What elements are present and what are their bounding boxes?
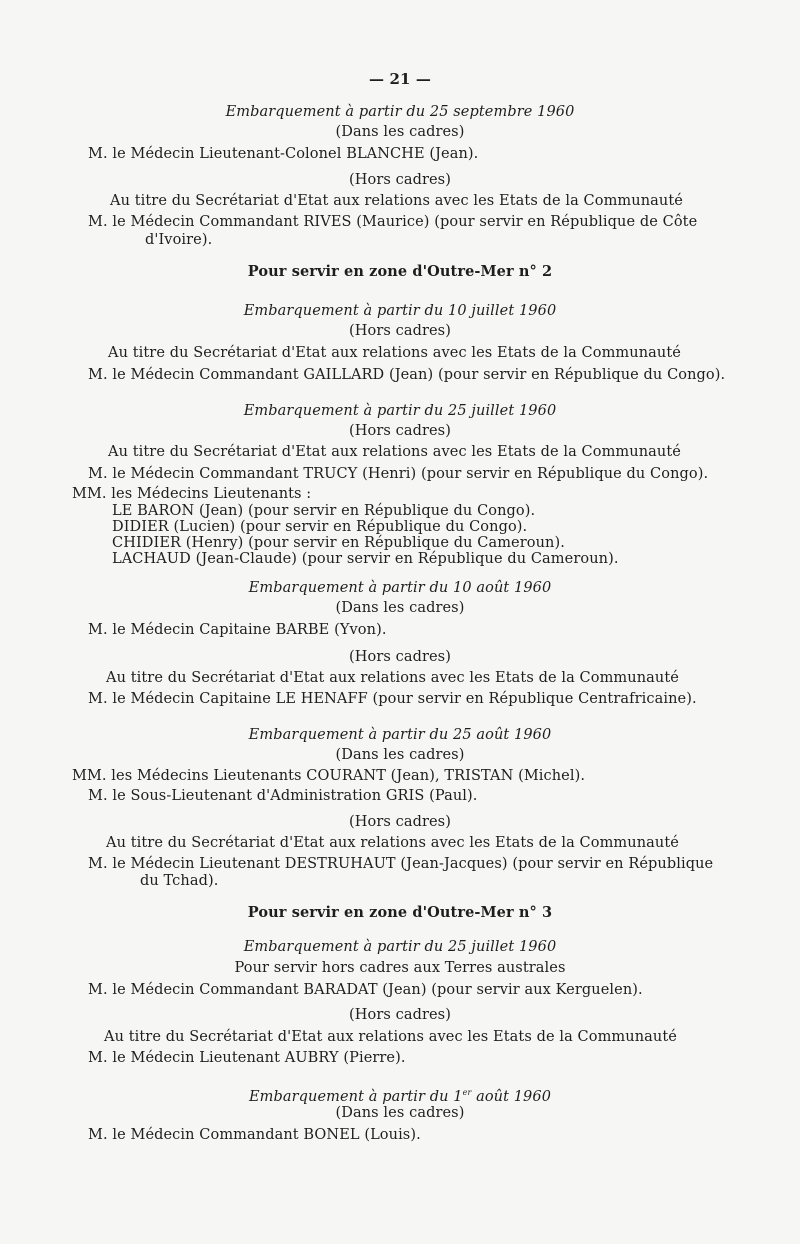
text-line: M. le Médecin Lieutenant DESTRUHAUT (Jean-Jacques) (pour servir en République	[88, 856, 714, 872]
section-heading: Embarquement à partir du 25 juillet 1960	[243, 403, 557, 419]
subheading: (Hors cadres)	[349, 323, 451, 339]
heading-text: août 1960	[471, 1088, 552, 1105]
section-heading: Embarquement à partir du 10 août 1960	[248, 580, 552, 596]
heading-text: Embarquement à partir du 1	[248, 1088, 463, 1105]
text-line: M. le Médecin Commandant BARADAT (Jean) (pour servir aux Kerguelen).	[88, 982, 643, 998]
text-line: DIDIER (Lucien) (pour servir en République du Congo).	[112, 519, 528, 535]
page-number: — 21 —	[369, 70, 431, 88]
section-heading: Embarquement à partir du 25 juillet 1960	[243, 939, 557, 955]
section-heading: Embarquement à partir du 25 août 1960	[248, 727, 552, 743]
subheading: (Hors cadres)	[349, 649, 451, 665]
text-line: CHIDIER (Henry) (pour servir en République du Cameroun).	[112, 535, 565, 551]
subheading: (Hors cadres)	[349, 172, 451, 188]
text-line: MM. les Médecins Lieutenants COURANT (Jean), TRISTAN (Michel).	[72, 768, 586, 784]
text-line: M. le Médecin Commandant TRUCY (Henri) (pour servir en République du Congo).	[88, 466, 709, 482]
section-heading: Embarquement à partir du 10 juillet 1960	[243, 303, 557, 319]
text-line: M. le Médecin Lieutenant AUBRY (Pierre).	[88, 1050, 406, 1066]
text-line: Au titre du Secrétariat d'Etat aux relations avec les Etats de la Communauté	[106, 670, 679, 686]
text-line: du Tchad).	[140, 873, 219, 889]
subheading: (Dans les cadres)	[335, 600, 465, 616]
subheading: (Hors cadres)	[349, 814, 451, 830]
zone-heading: Pour servir en zone d'Outre-Mer n° 2	[247, 263, 553, 280]
text-line: Au titre du Secrétariat d'Etat aux relations avec les Etats de la Communauté	[110, 193, 683, 209]
zone-heading: Pour servir en zone d'Outre-Mer n° 3	[247, 904, 553, 921]
text-line: M. le Médecin Commandant BONEL (Louis).	[88, 1127, 421, 1143]
text-line: M. le Sous-Lieutenant d'Administration GRIS (Paul).	[88, 788, 478, 804]
section-heading	[0, 1084, 800, 1106]
subheading: (Dans les cadres)	[335, 747, 465, 763]
subheading: (Dans les cadres)	[335, 1105, 465, 1121]
text-line: Au titre du Secrétariat d'Etat aux relations avec les Etats de la Communauté	[106, 835, 679, 851]
ordinal-superscript: er	[462, 1088, 472, 1097]
subheading: (Dans les cadres)	[335, 124, 465, 140]
text-line: M. le Médecin Commandant RIVES (Maurice) (pour servir en République de Côte	[88, 214, 698, 230]
text-line: M. le Médecin Capitaine BARBE (Yvon).	[88, 622, 387, 638]
text-line: LACHAUD (Jean-Claude) (pour servir en République du Cameroun).	[112, 551, 619, 567]
text-line: d'Ivoire).	[145, 232, 213, 248]
subheading: (Hors cadres)	[349, 1007, 451, 1023]
text-line: M. le Médecin Commandant GAILLARD (Jean) (pour servir en République du Congo).	[88, 367, 726, 383]
text-line: LE BARON (Jean) (pour servir en République du Congo).	[112, 503, 536, 519]
subheading: (Hors cadres)	[349, 423, 451, 439]
text-line: Au titre du Secrétariat d'Etat aux relations avec les Etats de la Communauté	[104, 1029, 677, 1045]
section-heading: Embarquement à partir du 25 septembre 1960	[225, 104, 575, 120]
text-line: Au titre du Secrétariat d'Etat aux relations avec les Etats de la Communauté	[108, 444, 681, 460]
text-line: M. le Médecin Capitaine LE HENAFF (pour servir en République Centrafricaine).	[88, 691, 697, 707]
text-line: MM. les Médecins Lieutenants :	[72, 486, 312, 502]
subheading: Pour servir hors cadres aux Terres australes	[234, 960, 566, 976]
text-line: M. le Médecin Lieutenant-Colonel BLANCHE (Jean).	[88, 146, 479, 162]
text-line: Au titre du Secrétariat d'Etat aux relations avec les Etats de la Communauté	[108, 345, 681, 361]
